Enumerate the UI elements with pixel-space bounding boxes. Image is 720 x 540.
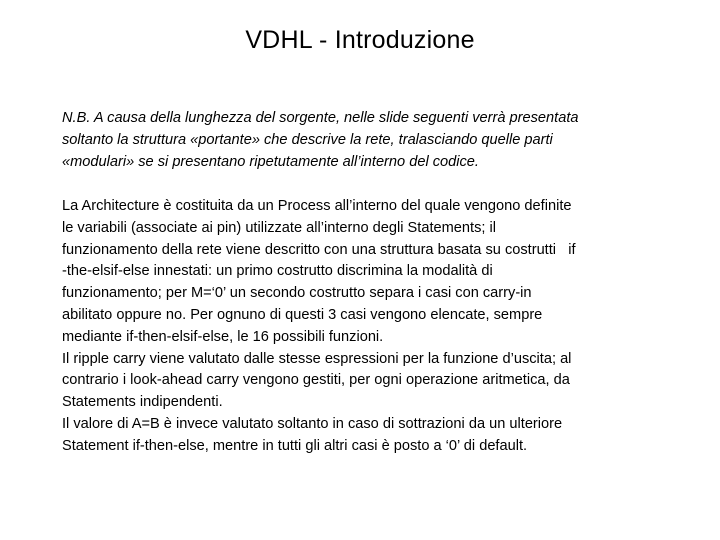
body-line: le variabili (associate ai pin) utilizzate all’interno degli Statements; il <box>62 219 496 236</box>
body-line: Statement if-then-else, mentre in tutti gli altri casi è posto a ‘0’ di default. <box>62 437 528 454</box>
architecture-paragraph <box>62 196 662 349</box>
body-line: Il valore di A=B è invece valutato soltanto in caso di sottrazioni da un ulteriore <box>62 415 563 432</box>
body-line: funzionamento della rete viene descritto con una struttura basata su costrutti if <box>62 241 576 258</box>
body-line: Il ripple carry viene valutato dalle stesse espressioni per la funzione d’uscita; al <box>62 350 572 367</box>
body-line: abilitato oppure no. Per ognuno di questi 3 casi vengono elencate, sempre <box>62 306 543 323</box>
note-line: «modulari» se si presentano ripetutamente all’interno del codice. <box>62 153 479 170</box>
body-line: funzionamento; per M=‘0’ un secondo costrutto separa i casi con carry-in <box>62 285 532 302</box>
body-line: contrario i look-ahead carry vengono gestiti, per ogni operazione aritmetica, da <box>62 372 570 389</box>
body-line: mediante if-then-elsif-else, le 16 possibili funzioni. <box>62 328 384 345</box>
note-line: N.B. A causa della lunghezza del sorgente, nelle slide seguenti verrà presentata <box>62 110 579 126</box>
body-line: Statements indipendenti. <box>62 394 223 411</box>
ripple-carry-paragraph <box>62 349 662 414</box>
note-paragraph <box>62 108 662 173</box>
body-line: La Architecture è costituita da un Process all’interno del quale vengono definite <box>62 198 572 214</box>
a-equals-b-paragraph <box>62 414 662 458</box>
note-line: soltanto la struttura «portante» che descrive la rete, tralasciando quelle parti <box>62 131 553 148</box>
slide-title: VDHL - Introduzione <box>245 26 475 54</box>
body-text <box>62 196 662 458</box>
body-line: -the-elsif-else innestati: un primo costrutto discrimina la modalità di <box>62 263 493 280</box>
